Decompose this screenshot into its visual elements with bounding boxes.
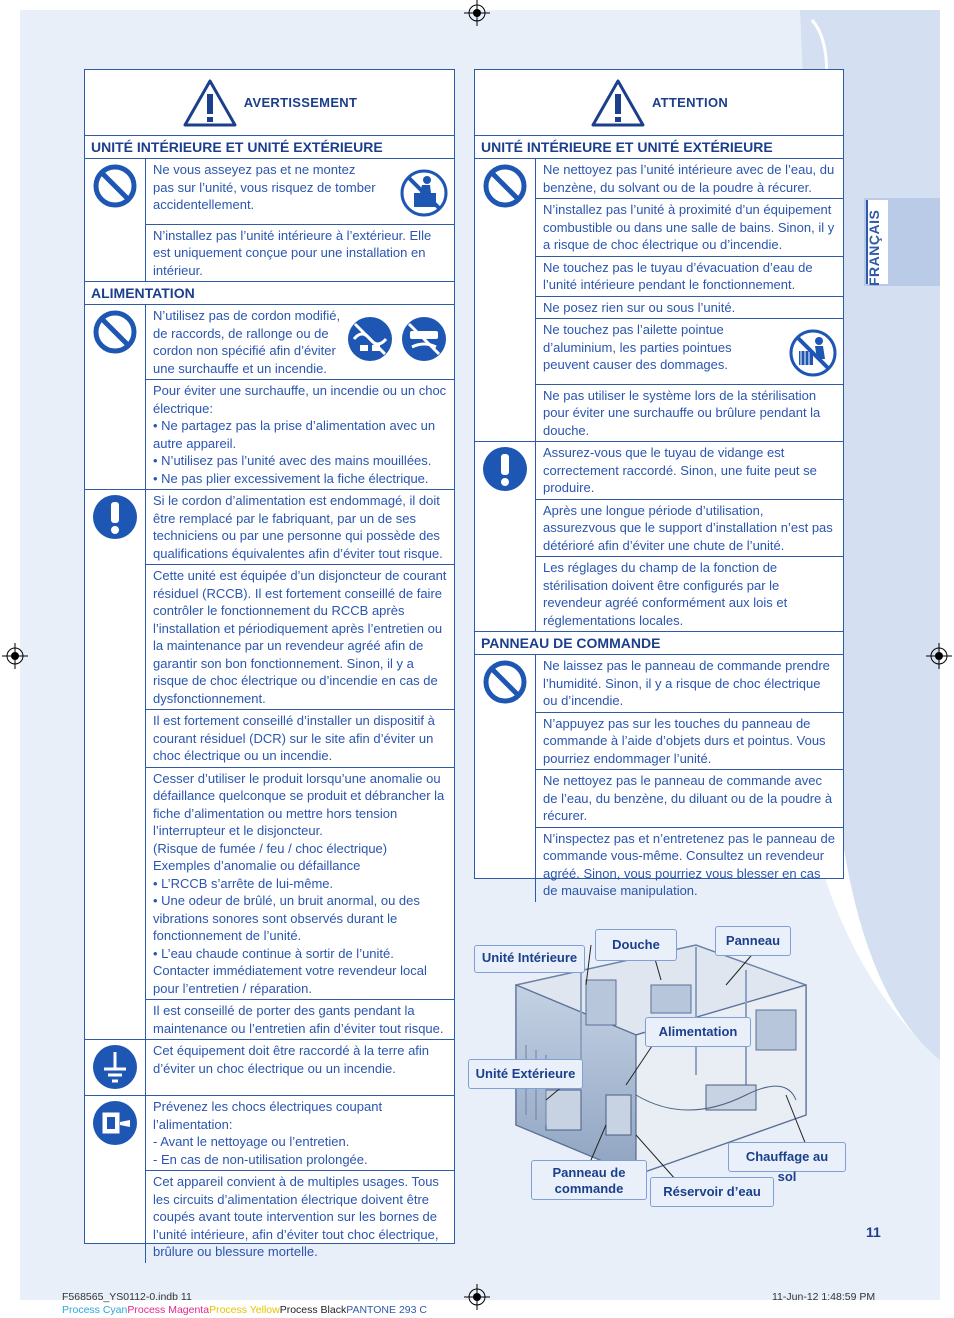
notice-text: Ne touchez pas l’ailette pointue d’aluminium, les parties pointues peuvent causer des dommages. [543, 322, 732, 372]
notice-text: Ne touchez pas le tuyau d’évacuation d’eau de l’unité intérieure pendant le fonctionnement. [543, 259, 813, 292]
notice-text: Ne posez rien sur ou sous l’unité. [543, 299, 736, 315]
notice-item [536, 442, 843, 500]
color-cyan: Process Cyan [62, 1304, 128, 1316]
notice-text: Il est conseillé de porter des gants pendant la maintenance ou l’entretien afin d’éviter tout risque. [153, 1003, 444, 1036]
notice-text-block [543, 387, 837, 440]
notice-item [146, 710, 454, 768]
notice-text-block [153, 492, 448, 562]
color-black: Process Black [279, 1304, 347, 1316]
warning-triangle-icon [590, 78, 646, 128]
notice-text-block [153, 1098, 448, 1168]
no-climb-icon [400, 169, 448, 222]
notice-text-block [543, 559, 837, 629]
notice-item [146, 1040, 454, 1079]
notice-icon-column [475, 159, 535, 441]
warning-title: AVERTISSEMENT [243, 95, 358, 110]
notice-text: Si le cordon d’alimentation est endommagé, il doit être remplacé par le fabriquant, par un de ses techniciens ou par une personne qui possède des qualifications équivalentes afin d’éviter tout risque. [153, 493, 443, 561]
caution-content [475, 136, 843, 902]
notice-text-block [543, 161, 837, 196]
color-pantone: PANTONE 293 C [346, 1304, 427, 1316]
notice-text: Prévenez les chocs électriques coupant l’alimentation: - Avant le nettoyage ou l’entretien. - En cas de non-utilisation prolongée. [153, 1099, 383, 1167]
notice-item [146, 565, 454, 710]
section-title: UNITÉ INTÉRIEURE ET UNITÉ EXTÉRIEURE [85, 136, 454, 159]
notice-item [146, 490, 454, 565]
notice-item [146, 1000, 454, 1039]
notice-text-block [543, 502, 837, 555]
notice-items [535, 442, 843, 631]
notice-text-block [153, 161, 376, 214]
notice-group [85, 159, 454, 282]
notice-group [85, 490, 454, 1040]
notice-bullet: • L’RCCB s’arrête de lui-même. [153, 875, 334, 891]
notice-item [146, 380, 454, 489]
warning-content [85, 136, 454, 1263]
section-title: ALIMENTATION [85, 282, 454, 305]
notice-text-block [153, 1042, 448, 1077]
notice-text: N’appuyez pas sur les touches du panneau de commande à l’aide d’objets durs et pointus. Vous pourriez endommager l’unité. [543, 715, 826, 766]
notice-items [145, 1040, 454, 1095]
notice-items [145, 1096, 454, 1263]
registration-mark-bottom [464, 1284, 490, 1310]
notice-text-block [543, 444, 837, 497]
notice-text-block [543, 830, 837, 900]
notice-text-block [153, 1002, 448, 1037]
notice-icon-column [85, 305, 145, 489]
notice-text: N’installez pas l’unité intérieure à l’extérieur. Elle est uniquement conçue pour une installation en intérieur. [153, 227, 432, 278]
notice-item [146, 768, 454, 1001]
notice-text: Cet équipement doit être raccordé à la terre afin d’éviter un choc électrique ou un incendie. [153, 1043, 430, 1076]
notice-pictograms [346, 315, 448, 368]
label-panel: Panneau [715, 926, 791, 956]
notice-text: Ne vous asseyez pas et ne montez pas sur l’unité, vous risquez de tomber accidentellement. [153, 162, 376, 212]
mandatory-icon [482, 446, 528, 631]
notice-item [536, 770, 843, 828]
notice-text: Après une longue période d’utilisation, assurezvous que le support d’installation n’est pas détérioré afin d’éviter une chute de l’unité. [543, 502, 833, 553]
notice-text: Ne nettoyez pas l’unité intérieure avec de l’eau, du benzène, du solvant ou de la poudre à récurer. [543, 162, 835, 195]
notice-item [536, 319, 843, 385]
prohibited-icon [482, 163, 528, 441]
notice-item [536, 257, 843, 297]
prohibited-icon [482, 659, 528, 902]
mandatory-icon [92, 494, 138, 1039]
notice-text: Cesser d’utiliser le produit lorsqu’une anomalie ou défaillance quelconque se produit et débrancher la fiche d’alimentation ou mettre hors tension l’interrupteur et le disjoncteur. (Risque de fumée / feu / choc électrique) Exemples d’anomalie ou défaillance [153, 770, 445, 873]
section-title: UNITÉ INTÉRIEURE ET UNITÉ EXTÉRIEURE [475, 136, 843, 159]
notice-item [536, 655, 843, 713]
notice-text: Ne laissez pas le panneau de commande prendre l’humidité. Sinon, il y a risque de choc électrique ou d’incendie. [543, 658, 830, 708]
notice-group [85, 305, 454, 490]
notice-bullet: • Ne partagez pas la prise d’alimentation avec un autre appareil. [153, 418, 436, 451]
notice-text-block [153, 382, 448, 487]
registration-mark-top [464, 0, 490, 26]
ground-icon [92, 1044, 138, 1095]
notice-items [145, 305, 454, 489]
caution-header [475, 70, 843, 136]
notice-items [535, 159, 843, 441]
notice-icon-column [85, 1096, 145, 1263]
color-yellow: Process Yellow [209, 1304, 280, 1316]
registration-mark-left [2, 643, 28, 669]
label-power: Alimentation [645, 1017, 751, 1047]
notice-items [535, 655, 843, 902]
notice-icon-column [85, 490, 145, 1039]
notice-text: Assurez-vous que le tuyau de vidange est correctement raccordé. Sinon, une fuite peut se produire. [543, 445, 817, 495]
no-extension-cord-icon [400, 315, 448, 368]
notice-text: Il est fortement conseillé d’installer un dispositif à courant résiduel (DCR) sur le site afin d’éviter un choc électrique ou un incendie. [153, 713, 435, 763]
notice-item [146, 305, 454, 380]
label-water-tank: Réservoir d’eau [650, 1177, 774, 1207]
notice-text: Les réglages du champ de la fonction de stérilisation doivent être configurés par le revendeur agréé conformément aux lois et réglementations locales. [543, 560, 788, 628]
warning-panel [84, 69, 455, 1259]
notice-item [536, 159, 843, 199]
notice-text: Cet appareil convient à de multiples usages. Tous les circuits d’alimentation électrique doivent être coupés avant toute intervention sur les bornes de l’unité intérieure, afin d’éviter tout choc électrique, brûlure ou blessure mortelle. [153, 1174, 439, 1259]
notice-text: N’installez pas l’unité à proximité d’un équipement combustible ou dans une salle de bains. Sinon, il y a risque de choc électrique ou d’incendie. [543, 202, 835, 252]
switch-off-icon [92, 1100, 138, 1263]
registration-mark-right [926, 643, 952, 669]
prohibited-icon [92, 309, 138, 489]
notice-text-block [543, 657, 837, 710]
notice-group [475, 442, 843, 632]
notice-item [536, 385, 843, 442]
notice-group [475, 655, 843, 902]
notice-icon-column [475, 442, 535, 631]
notice-group [475, 159, 843, 442]
notice-item [536, 557, 843, 631]
notice-bullet: • Une odeur de brûlé, un bruit anormal, ou des vibrations sonores sont observés durant le fonctionnement de l’unité. [153, 893, 420, 943]
notice-group [85, 1096, 454, 1263]
notice-text-block [153, 770, 448, 998]
notice-bullet: • L’eau chaude continue à sortir de l’unité. [153, 945, 394, 961]
notice-item [536, 828, 843, 902]
warning-triangle-icon [182, 78, 238, 128]
notice-item [146, 159, 454, 225]
notice-text: Ne pas utiliser le système lors de la stérilisation pour éviter une surchauffe ou brûlure pendant la douche. [543, 387, 821, 438]
notice-text: N’utilisez pas de cordon modifié, de raccords, de rallonge ou de cordon non spécifié afin d’éviter une surchauffe et un incendie. [153, 308, 341, 376]
notice-pictograms [400, 169, 448, 222]
label-outdoor-unit: Unité Extérieure [468, 1059, 583, 1089]
footer-file: F568565_YS0112-0.indb 11 [62, 1291, 192, 1303]
notice-bullet: • N’utilisez pas l’unité avec des mains mouillées. [153, 453, 432, 468]
warning-header [85, 70, 454, 136]
notice-text-block [153, 1173, 448, 1261]
notice-text-block [543, 772, 837, 825]
label-indoor-unit: Unité Intérieure [474, 945, 585, 973]
footer-date: 11-Jun-12 1:48:59 PM [772, 1291, 876, 1303]
color-bar [62, 1304, 427, 1316]
notice-text-block [543, 259, 837, 294]
notice-tail: Contacter immédiatement votre revendeur local pour l’entretien / réparation. [153, 963, 427, 996]
label-shower: Douche [595, 929, 677, 961]
notice-text-block [543, 201, 837, 254]
notice-item [146, 225, 454, 282]
notice-icon-column [85, 1040, 145, 1095]
label-control-panel: Panneau de commande [531, 1160, 647, 1200]
notice-items [145, 490, 454, 1039]
notice-items [145, 159, 454, 281]
notice-text: Ne nettoyez pas le panneau de commande avec de l’eau, du benzène, du diluant ou de la poudre à récurer. [543, 773, 833, 823]
notice-icon-column [85, 159, 145, 281]
notice-item [536, 199, 843, 257]
notice-item [146, 1096, 454, 1171]
label-floor-heating: Chauffage au sol [728, 1142, 846, 1172]
language-tab-label: FRANÇAIS [866, 209, 882, 286]
notice-text-block [153, 227, 448, 280]
notice-text-block [543, 299, 837, 317]
caution-panel [474, 69, 844, 898]
notice-text-block [153, 712, 448, 765]
notice-group [85, 1040, 454, 1096]
notice-icon-column [475, 655, 535, 902]
no-modified-cord-icon [346, 315, 394, 368]
notice-text: Cette unité est équipée d’un disjoncteur de courant résiduel (RCCB). Il est fortement conseillé de faire contrôler le fonctionnement du RCCB après l’installation et périodiquement après l’entretien ou la maintenance par un revendeur agréé afin de garantir son bon fonctionnement. Sinon, il y a risque de choc électrique ou d’incendie en cas de dysfonctionnement. [153, 568, 447, 706]
notice-text-block [153, 307, 340, 377]
notice-pictograms [789, 329, 837, 382]
page-number: 11 [866, 1224, 881, 1240]
notice-item [536, 500, 843, 558]
prohibited-icon [92, 163, 138, 281]
caution-title: ATTENTION [651, 95, 729, 110]
notice-text: Pour éviter une surchauffe, un incendie ou un choc électrique: [153, 383, 447, 416]
notice-text-block [543, 321, 732, 374]
notice-bullet: • Ne pas plier excessivement la fiche électrique. [153, 470, 429, 486]
notice-text: N’inspectez pas et n’entretenez pas le panneau de commande vous-même. Consultez un revendeur agréé. Sinon, vous pourriez vous blesser en cas de mauvaise manipulation. [543, 830, 835, 898]
notice-item [146, 1171, 454, 1263]
color-magenta: Process Magenta [127, 1304, 210, 1316]
notice-text-block [543, 715, 837, 768]
notice-item [536, 297, 843, 320]
notice-text-block [153, 567, 448, 707]
notice-item [536, 713, 843, 771]
section-title: PANNEAU DE COMMANDE [475, 632, 843, 655]
no-touch-fin-icon [789, 329, 837, 382]
